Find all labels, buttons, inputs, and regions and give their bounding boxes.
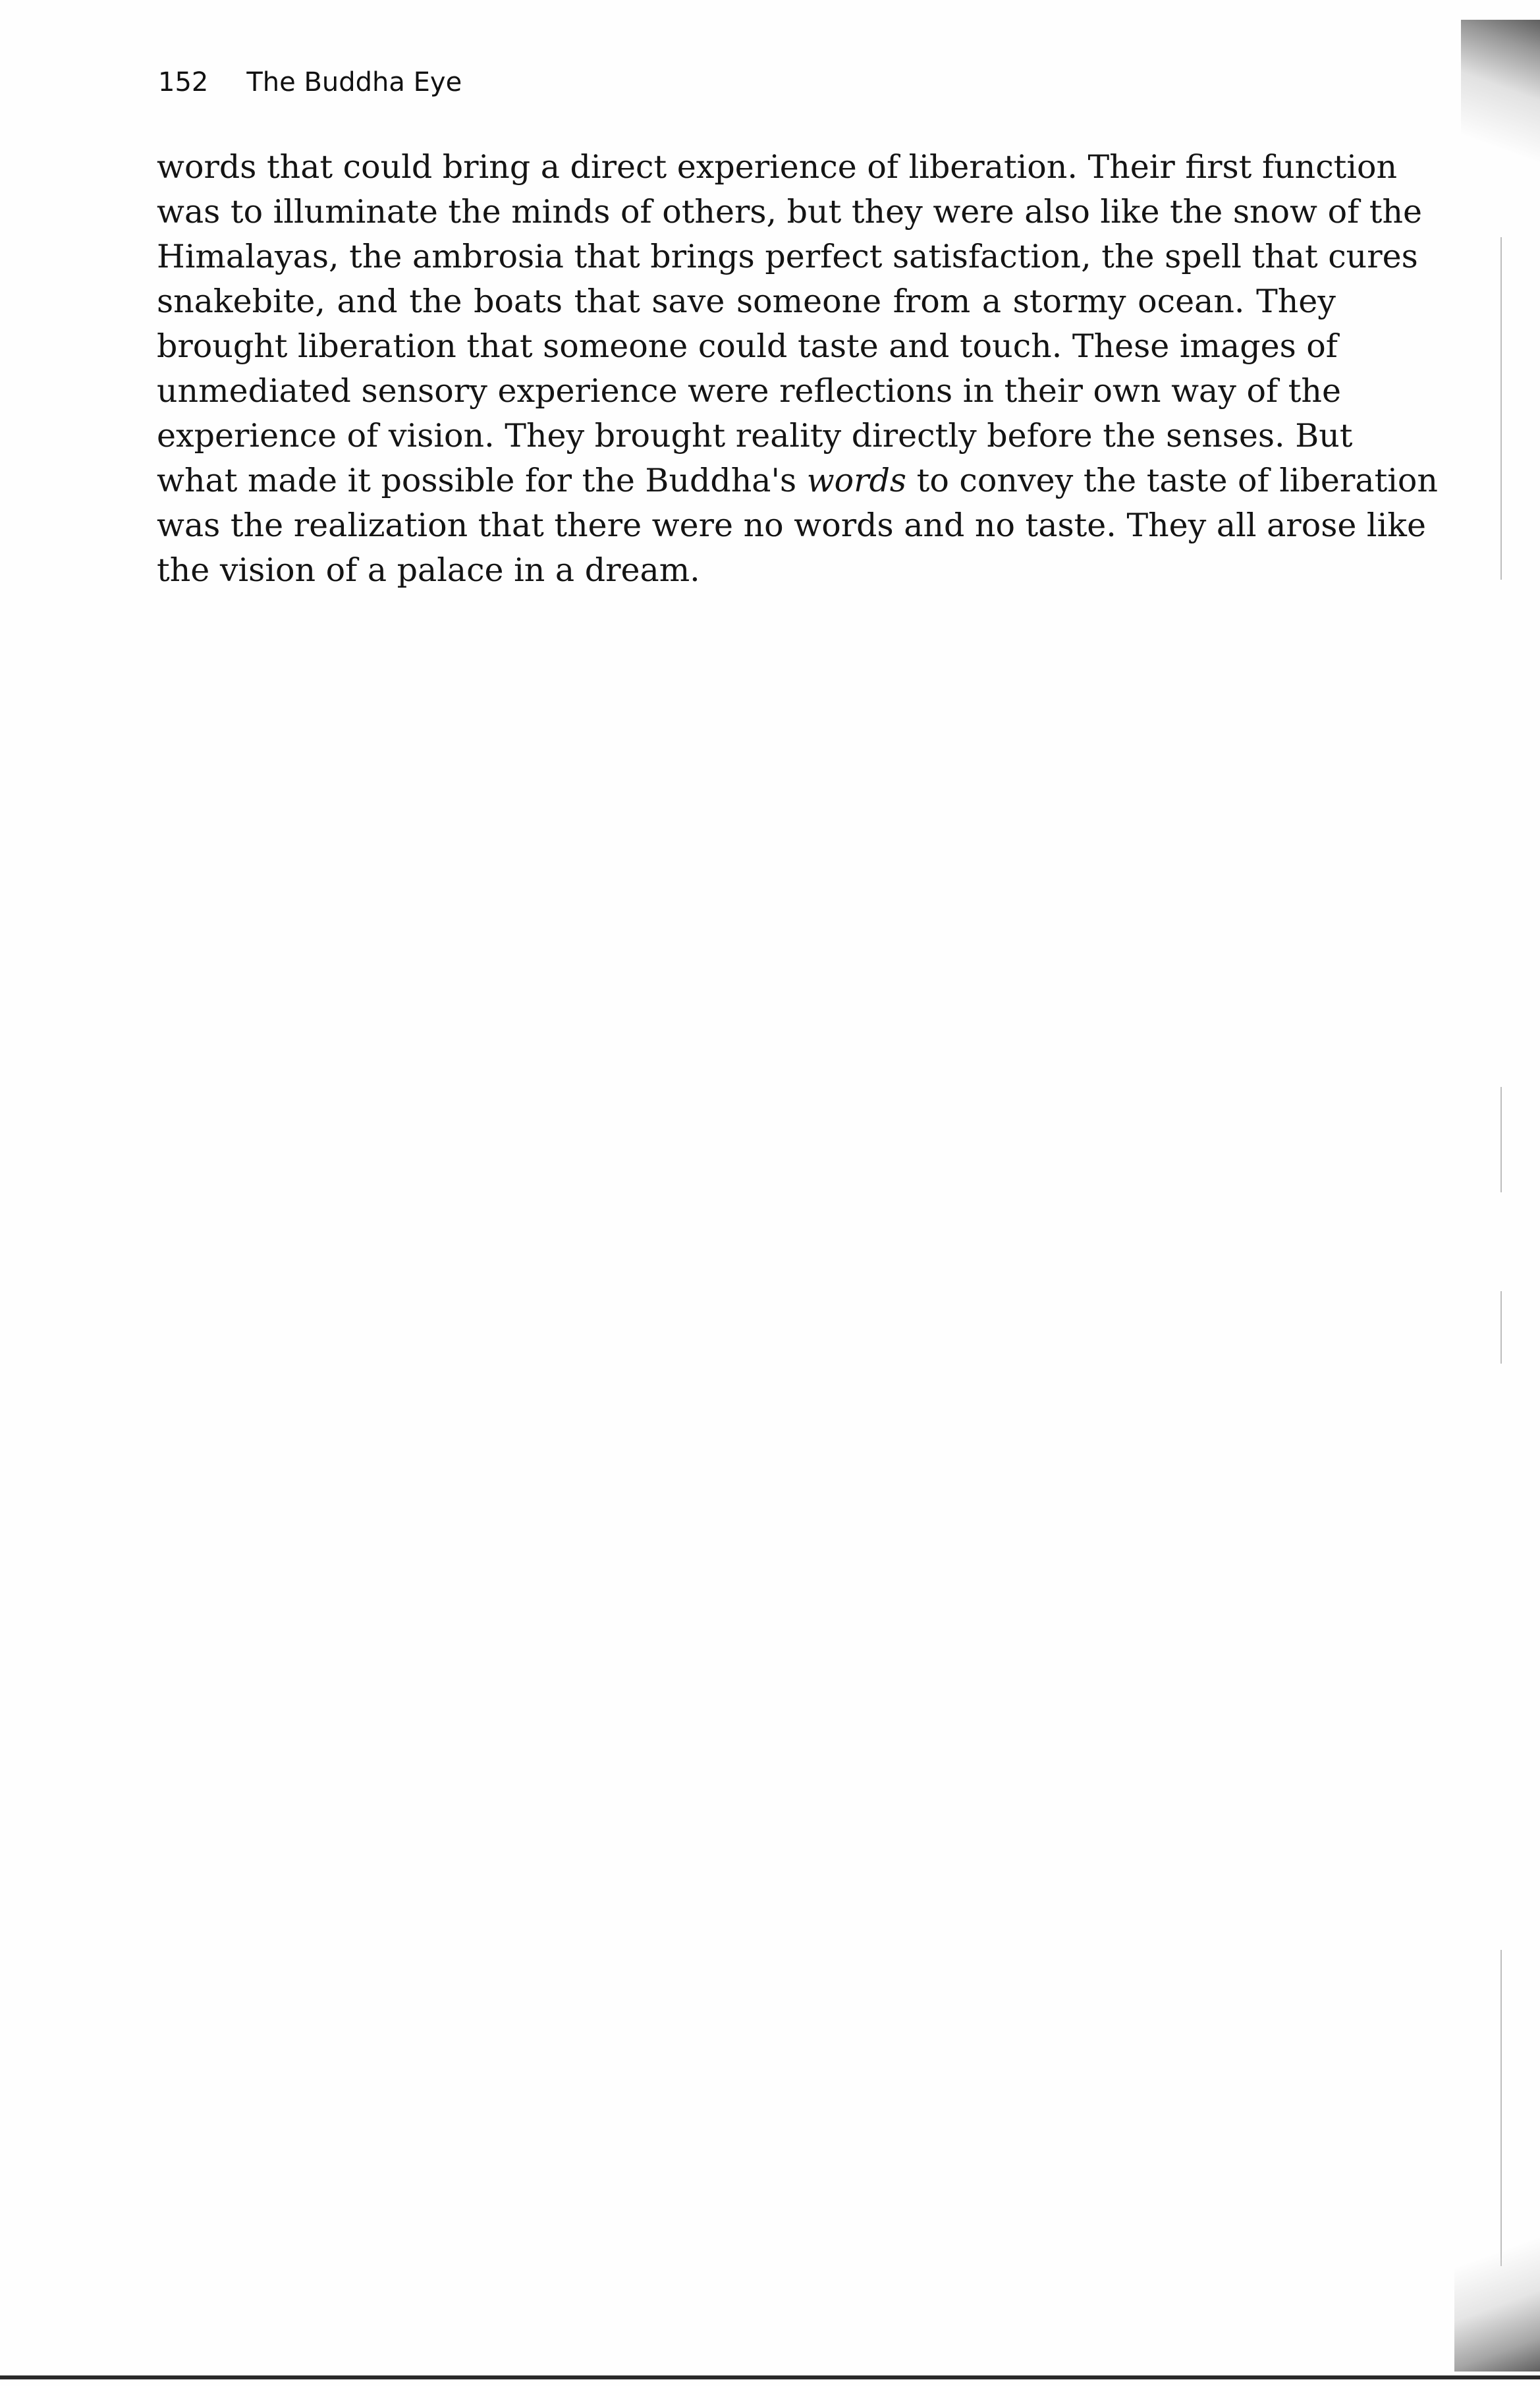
text-segment: to convey the taste of liberation bbox=[906, 462, 1438, 499]
text-line: was the realization that there were no words and no taste. They all arose like bbox=[157, 507, 1426, 544]
text-line-with-emphasis bbox=[157, 458, 1438, 503]
text-line: brought liberation that someone could taste and touch. These images of bbox=[157, 327, 1338, 365]
text-line: was to illuminate the minds of others, but they were also like the snow of the bbox=[157, 193, 1423, 231]
text-line: unmediated sensory experience were reflections in their own way of the bbox=[157, 372, 1341, 410]
running-title: The Buddha Eye bbox=[246, 67, 462, 97]
page-number: 152 bbox=[158, 67, 209, 97]
text-line: experience of vision. They brought reality directly before the senses. But bbox=[157, 417, 1353, 455]
text-segment: what made it possible for the Buddha's bbox=[157, 462, 807, 499]
scan-shadow-bottom bbox=[1454, 2233, 1540, 2372]
emphasized-word: words bbox=[806, 462, 907, 499]
text-line: snakebite, and the boats that save someone from a stormy ocean. They bbox=[157, 283, 1336, 320]
body-paragraph bbox=[157, 145, 1438, 593]
scan-edge-line bbox=[1500, 1087, 1502, 1192]
scan-bottom-edge bbox=[0, 2375, 1540, 2379]
text-line: words that could bring a direct experience of liberation. Their first function bbox=[157, 148, 1398, 186]
scan-edge-line bbox=[1500, 1291, 1502, 1364]
scan-shadow-top bbox=[1461, 20, 1540, 171]
text-line: Himalayas, the ambrosia that brings perfect satisfaction, the spell that cures bbox=[157, 238, 1418, 275]
scan-edge-line bbox=[1500, 237, 1502, 580]
text-line: the vision of a palace in a dream. bbox=[157, 551, 700, 589]
running-head bbox=[158, 67, 462, 97]
scan-edge-line bbox=[1500, 1950, 1502, 2266]
